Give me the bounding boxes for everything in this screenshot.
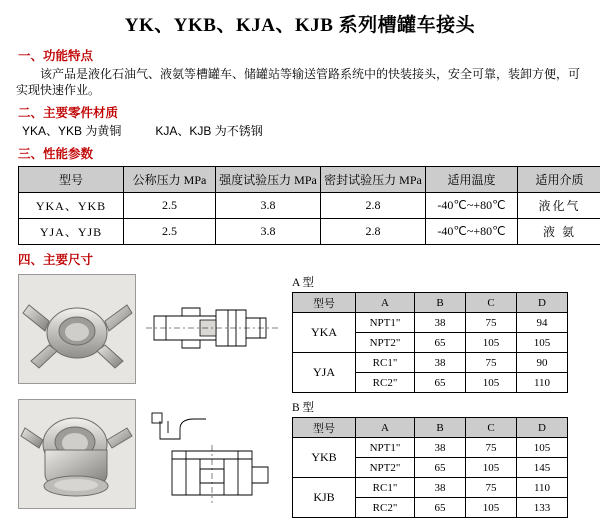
table-row — [19, 193, 600, 219]
cell-d: 90 — [517, 353, 568, 373]
dimension-row-a — [18, 274, 600, 393]
cell-d: 145 — [517, 458, 568, 478]
cell-nominal-pressure: 2.5 — [124, 193, 216, 219]
cell-media: 液化气 — [518, 193, 600, 219]
product-photo-b — [18, 399, 136, 509]
dimension-table-a-wrapper — [292, 274, 568, 393]
table-header-row — [293, 293, 568, 313]
dimensions-area — [0, 274, 600, 518]
performance-table — [18, 166, 600, 245]
table-header-row — [293, 418, 568, 438]
section-heading-performance: 三、性能参数 — [18, 144, 600, 162]
cell-c: 105 — [466, 373, 517, 393]
column-header: D — [517, 418, 568, 438]
drawing-b-graphic — [142, 399, 282, 507]
cell-d: 105 — [517, 333, 568, 353]
cell-model-group: YJA — [293, 353, 356, 393]
table-a-caption: A 型 — [292, 274, 568, 290]
cell-strength-pressure: 3.8 — [216, 193, 321, 219]
cell-b: 65 — [415, 458, 466, 478]
cell-b: 65 — [415, 373, 466, 393]
cell-model: YKA、YKB — [19, 193, 124, 219]
cell-c: 75 — [466, 353, 517, 373]
cell-model-group: YKA — [293, 313, 356, 353]
column-header: A — [356, 418, 415, 438]
cell-model-group: YKB — [293, 438, 356, 478]
section-heading-materials: 二、主要零件材质 — [18, 103, 600, 121]
column-header: 密封试验压力 MPa — [321, 167, 426, 193]
cell-d: 110 — [517, 373, 568, 393]
cell-c: 105 — [466, 333, 517, 353]
table-row — [293, 438, 568, 458]
product-photo-a — [18, 274, 136, 384]
cell-b: 38 — [415, 353, 466, 373]
column-header: 型号 — [293, 418, 356, 438]
column-header: 强度试验压力 MPa — [216, 167, 321, 193]
photo-b-graphic — [19, 400, 135, 508]
column-header: C — [466, 418, 517, 438]
cell-a: RC2" — [356, 373, 415, 393]
cell-model: YJA、YJB — [19, 219, 124, 245]
table-header-row — [19, 167, 600, 193]
cell-d: 94 — [517, 313, 568, 333]
table-b-caption: B 型 — [292, 399, 568, 415]
table-row — [293, 313, 568, 333]
cell-nominal-pressure: 2.5 — [124, 219, 216, 245]
photo-a-graphic — [19, 275, 135, 383]
column-header: B — [415, 418, 466, 438]
features-paragraph: 该产品是液化石油气、液氨等槽罐车、储罐站等输送管路系统中的快装接头，安全可靠，装卸方便，可实现快速作业。 — [16, 66, 584, 98]
column-header: 型号 — [293, 293, 356, 313]
column-header: 适用温度 — [426, 167, 518, 193]
cell-a: RC1" — [356, 353, 415, 373]
cell-c: 75 — [466, 438, 517, 458]
materials-brass-text: YKA、YKB 为黄铜 — [22, 124, 121, 138]
dimension-table-b-wrapper — [292, 399, 568, 518]
performance-table-wrapper — [18, 166, 600, 245]
drawing-a-graphic — [142, 274, 282, 382]
cell-c: 75 — [466, 313, 517, 333]
cell-d: 110 — [517, 478, 568, 498]
dimension-table-b — [292, 417, 568, 518]
cell-c: 105 — [466, 498, 517, 518]
cell-b: 65 — [415, 333, 466, 353]
cell-a: RC1" — [356, 478, 415, 498]
cell-a: NPT2" — [356, 333, 415, 353]
cell-b: 65 — [415, 498, 466, 518]
column-header: D — [517, 293, 568, 313]
cell-media: 液 氨 — [518, 219, 600, 245]
column-header: 型号 — [19, 167, 124, 193]
cell-a: NPT2" — [356, 458, 415, 478]
cell-temperature: -40℃~+80℃ — [426, 193, 518, 219]
section-heading-dimensions: 四、主要尺寸 — [18, 250, 600, 268]
cell-a: NPT1" — [356, 313, 415, 333]
cell-b: 38 — [415, 313, 466, 333]
technical-drawing-a — [142, 274, 282, 382]
dimension-table-a — [292, 292, 568, 393]
cell-a: RC2" — [356, 498, 415, 518]
cell-c: 105 — [466, 458, 517, 478]
column-header: 适用介质 — [518, 167, 600, 193]
table-row — [293, 353, 568, 373]
table-row — [19, 219, 600, 245]
cell-b: 38 — [415, 478, 466, 498]
materials-line — [22, 123, 584, 139]
cell-strength-pressure: 3.8 — [216, 219, 321, 245]
cell-temperature: -40℃~+80℃ — [426, 219, 518, 245]
page-title: YK、YKB、KJA、KJB 系列槽罐车接头 — [0, 0, 600, 41]
cell-seal-pressure: 2.8 — [321, 193, 426, 219]
section-heading-features: 一、功能特点 — [18, 46, 600, 64]
column-header: C — [466, 293, 517, 313]
column-header: 公称压力 MPa — [124, 167, 216, 193]
column-header: A — [356, 293, 415, 313]
column-header: B — [415, 293, 466, 313]
cell-model-group: KJB — [293, 478, 356, 518]
cell-d: 105 — [517, 438, 568, 458]
technical-drawing-b — [142, 399, 282, 507]
cell-c: 75 — [466, 478, 517, 498]
cell-d: 133 — [517, 498, 568, 518]
table-row — [293, 478, 568, 498]
cell-b: 38 — [415, 438, 466, 458]
cell-a: NPT1" — [356, 438, 415, 458]
dimension-row-b — [18, 399, 600, 518]
materials-steel-text: KJA、KJB 为不锈钢 — [155, 124, 262, 138]
cell-seal-pressure: 2.8 — [321, 219, 426, 245]
